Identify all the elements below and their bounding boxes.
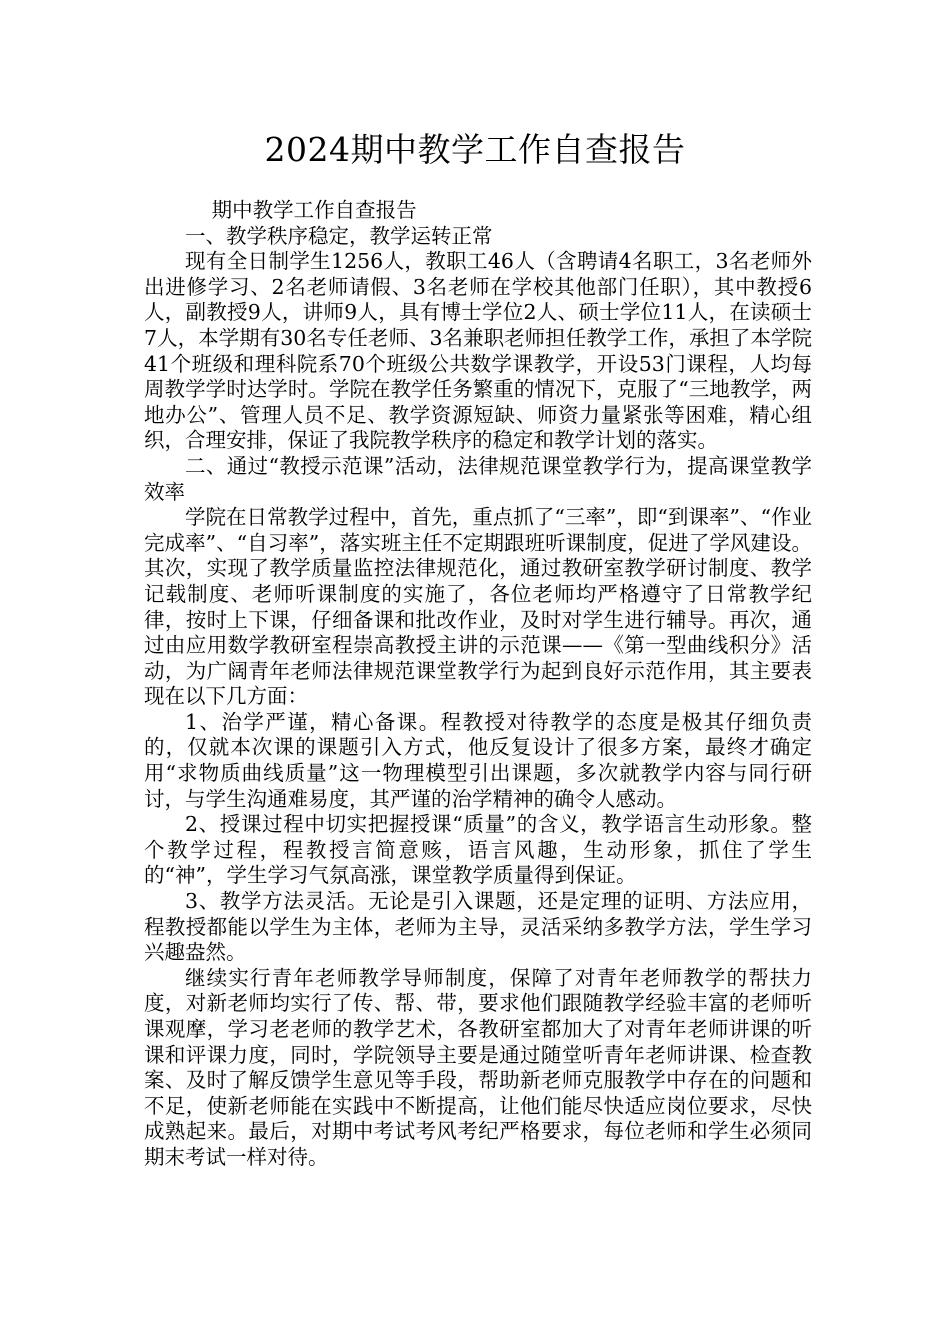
document-body — [144, 198, 812, 1171]
paragraph-mentor-system: 继续实行青年老师教学导师制度，保障了对青年老师教学的帮扶力度，对新老师均实行了传、帮、带，要求他们跟随教学经验丰富的老师听课观摩，学习老老师的教学艺术，各教研室都加大了对青年老师讲课的听课和评课力度，同时，学院领导主要是通过随堂听青年老师讲课、检查教案、及时了解反馈学生意见等手段，帮助新老师克服教学中存在的问题和不足，使新老师能在实践中不断提高，让他们能尽快适应岗位要求，尽快成熟起来。最后，对期中考试考风考纪严格要求，每位老师和学生必须同期末考试一样对待。 — [144, 965, 812, 1169]
paragraph-point-2: 2、授课过程中切实把握授课“质量”的含义，教学语言生动形象。整个教学过程，程教授言简意赅，语言风趣，生动形象，抓住了学生的“神”，学生学习气氛高涨，课堂教学质量得到保证。 — [144, 812, 812, 888]
document-title: 2024期中教学工作自查报告 — [264, 130, 686, 169]
paragraph-staff-overview: 现有全日制学生1256人，教职工46人（含聘请4名职工，3名老师外出进修学习、2名老师请假、3名老师在学校其他部门任职），其中教授6人，副教授9人，讲师9人，具有博士学位2人、硕士学位11人，在读硕士7人，本学期有30名专任老师、3名兼职老师担任教学工作，承担了本学院41个班级和理科院系70个班级公共数学课教学，开设53门课程，人均每周教学学时达学时。学院在教学任务繁重的情况下，克服了“三地教学，两地办公”、管理人员不足、教学资源短缺、师资力量紧张等困难，精心组织，合理安排，保证了我院教学秩序的稳定和教学计划的落实。 — [144, 249, 812, 453]
paragraph-section-1-heading: 一、教学秩序稳定，教学运转正常 — [185, 223, 493, 248]
paragraph-point-1: 1、治学严谨，精心备课。程教授对待教学的态度是极其仔细负责的，仅就本次课的课题引入方式，他反复设计了很多方案，最终才确定用“求物质曲线质量”这一物理模型引出课题，多次就教学内容与同行研讨，与学生沟通难易度，其严谨的治学精神的确令人感动。 — [144, 709, 812, 811]
paragraph-section-2-heading: 二、通过“教授示范课”活动，法律规范课堂教学行为，提高课堂教学效率 — [144, 453, 812, 504]
paragraph-point-3: 3、教学方法灵活。无论是引入课题，还是定理的证明、方法应用，程教授都能以学生为主体，老师为主导，灵活采纳多教学方法，学生学习兴趣盎然。 — [144, 889, 812, 965]
document-subtitle: 期中教学工作自查报告 — [211, 198, 417, 222]
paragraph-teaching-process: 学院在日常教学过程中，首先，重点抓了“三率”，即“到课率”、“作业完成率”、“自习率”，落实班主任不定期跟班听课制度，促进了学风建设。其次，实现了教学质量监控法律规范化，通过教研室教学研讨制度、教学记载制度、老师听课制度的实施了，各位老师均严格遵守了日常教学纪律，按时上下课，仔细备课和批改作业，及时对学生进行辅导。再次，通过由应用数学教研室程崇高教授主讲的示范课——《第一型曲线积分》活动，为广阔青年老师法律规范课堂教学行为起到良好示范作用，其主要表现在以下几方面： — [144, 505, 812, 709]
